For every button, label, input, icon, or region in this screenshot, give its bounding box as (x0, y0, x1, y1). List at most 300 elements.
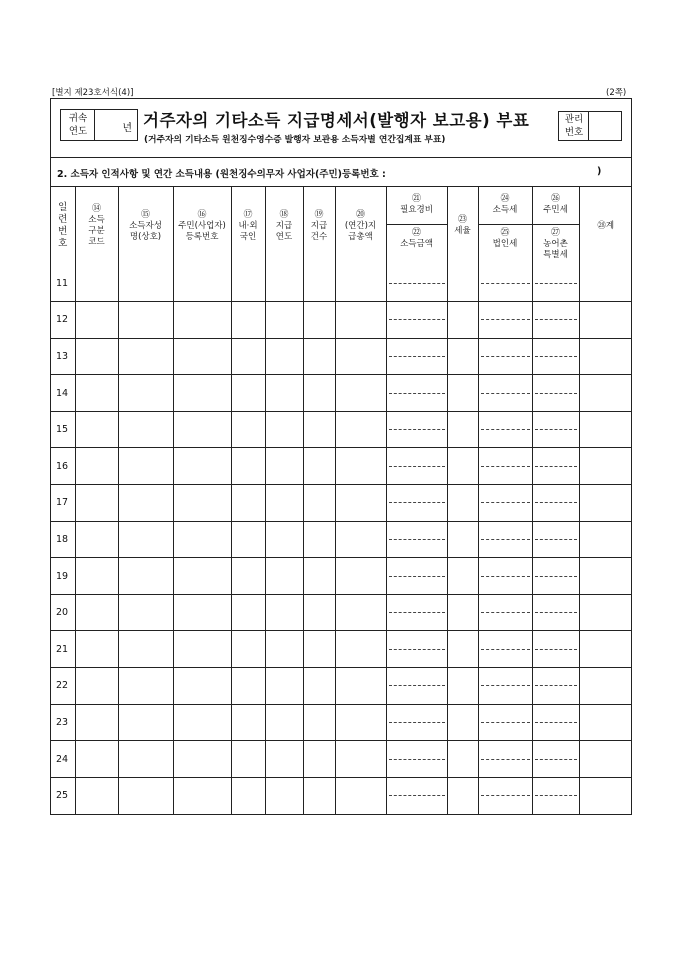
header-income-code (75, 187, 118, 265)
table-cell[interactable] (447, 265, 478, 302)
table-cell[interactable] (303, 668, 335, 705)
table-cell[interactable] (579, 302, 632, 339)
row-number: 17 (51, 485, 75, 522)
table-row (51, 631, 632, 668)
row-number: 13 (51, 338, 75, 375)
table-row (51, 302, 632, 339)
table-cell[interactable] (265, 375, 303, 412)
table-cell[interactable] (532, 338, 579, 375)
table-cell[interactable] (265, 631, 303, 668)
table-cell[interactable] (579, 704, 632, 741)
table-cell[interactable] (231, 704, 265, 741)
table-row (51, 521, 632, 558)
header-total-payment-mark: ⑳ (355, 209, 365, 220)
table-cell[interactable] (532, 594, 579, 631)
table-cell[interactable] (532, 558, 579, 595)
cell-divider (535, 649, 577, 650)
row-number: 23 (51, 704, 75, 741)
table-cell[interactable] (265, 521, 303, 558)
table-cell[interactable] (478, 265, 532, 302)
table-cell[interactable] (118, 338, 173, 375)
header-total-payment (335, 187, 386, 265)
table-cell[interactable] (231, 777, 265, 814)
header-registration-number-label: 주민(사업자)등록번호 (178, 220, 226, 242)
table-cell[interactable] (386, 411, 447, 448)
cell-divider (481, 539, 530, 540)
table-cell[interactable] (118, 448, 173, 485)
table-cell[interactable] (265, 485, 303, 522)
table-cell[interactable] (173, 558, 231, 595)
table-cell[interactable] (579, 741, 632, 778)
table-cell[interactable] (386, 448, 447, 485)
row-number: 19 (51, 558, 75, 595)
cell-divider (389, 722, 445, 723)
table-cell[interactable] (303, 265, 335, 302)
header-tax-rate-mark: ㉓ (457, 215, 467, 225)
table-cell[interactable] (386, 631, 447, 668)
header-income-tax-label: 소득세 (492, 205, 518, 215)
table-cell[interactable] (335, 704, 386, 741)
table-cell[interactable] (532, 375, 579, 412)
table-cell[interactable] (75, 302, 118, 339)
table-cell[interactable] (478, 558, 532, 595)
header-income-tax-top (479, 194, 532, 216)
cell-divider (389, 283, 445, 284)
header-payment-count (303, 187, 335, 265)
table-cell[interactable] (579, 411, 632, 448)
table-cell[interactable] (231, 741, 265, 778)
header-resident-tax-mark: ㉖ (550, 194, 560, 204)
attribution-year-label (64, 112, 92, 138)
table-cell[interactable] (231, 448, 265, 485)
table-cell[interactable] (265, 411, 303, 448)
table-cell[interactable] (447, 777, 478, 814)
table-row (51, 704, 632, 741)
header-income-tax-divider (479, 224, 532, 225)
header-payment-year-mark: ⑱ (279, 209, 289, 220)
table-cell[interactable] (173, 375, 231, 412)
table-cell[interactable] (231, 668, 265, 705)
table-cell[interactable] (231, 411, 265, 448)
row-number: 11 (51, 265, 75, 302)
table-cell[interactable] (579, 521, 632, 558)
table-cell[interactable] (386, 302, 447, 339)
cell-divider (535, 612, 577, 613)
table-cell[interactable] (118, 594, 173, 631)
table-cell[interactable] (386, 338, 447, 375)
table-cell[interactable] (335, 777, 386, 814)
cell-divider (389, 612, 445, 613)
cell-divider (535, 283, 577, 284)
mgmt-label-line1: 관리 (564, 114, 584, 125)
cell-divider (535, 393, 577, 394)
table-cell[interactable] (532, 631, 579, 668)
cell-divider (481, 429, 530, 430)
table-cell[interactable] (75, 631, 118, 668)
cell-divider (535, 429, 577, 430)
cell-divider (481, 612, 530, 613)
header-expense (387, 194, 447, 216)
section-heading (51, 158, 631, 187)
row-number: 25 (51, 777, 75, 814)
table-cell[interactable] (231, 375, 265, 412)
cell-divider (481, 393, 530, 394)
table-cell[interactable] (75, 521, 118, 558)
table-cell[interactable] (118, 485, 173, 522)
table-cell[interactable] (231, 485, 265, 522)
row-number: 14 (51, 375, 75, 412)
header-rural-tax-mark: ㉗ (550, 228, 560, 238)
table-cell[interactable] (173, 302, 231, 339)
table-cell[interactable] (75, 668, 118, 705)
table-cell[interactable] (303, 485, 335, 522)
cell-divider (481, 356, 530, 357)
table-cell[interactable] (265, 558, 303, 595)
table-cell[interactable] (478, 777, 532, 814)
header-expense-mark: ㉑ (411, 194, 421, 204)
table-cell[interactable] (265, 594, 303, 631)
table-cell[interactable] (478, 631, 532, 668)
table-cell[interactable] (386, 521, 447, 558)
table-cell[interactable] (173, 631, 231, 668)
management-number-box (558, 111, 622, 141)
cell-divider (389, 759, 445, 760)
year-label-line2: 연도 (68, 126, 88, 137)
mgmt-label-line2: 번호 (564, 127, 584, 138)
table-row (51, 338, 632, 375)
form-subtitle: (거주자의 기타소득 원천징수영수증 발행자 보관용 소득자별 연간집계표 부표) (144, 135, 446, 145)
cell-divider (481, 502, 530, 503)
table-cell[interactable] (579, 668, 632, 705)
row-number: 21 (51, 631, 75, 668)
table-cell[interactable] (579, 594, 632, 631)
table-cell[interactable] (579, 338, 632, 375)
row-number: 12 (51, 302, 75, 339)
table-cell[interactable] (231, 521, 265, 558)
table-cell[interactable] (335, 302, 386, 339)
header-corporate-tax-mark: ㉕ (500, 228, 510, 238)
table-cell[interactable] (478, 704, 532, 741)
table-cell[interactable] (579, 777, 632, 814)
header-total: ㉘계 (579, 187, 632, 265)
table-row (51, 411, 632, 448)
header-corporate-tax (479, 228, 532, 250)
table-cell[interactable] (447, 302, 478, 339)
table-cell[interactable] (173, 411, 231, 448)
table-cell[interactable] (173, 777, 231, 814)
cell-divider (389, 319, 445, 320)
header-nationality-mark: ⑰ (243, 209, 253, 220)
table-cell[interactable] (579, 375, 632, 412)
table-cell[interactable] (75, 375, 118, 412)
header-resident-tax-label: 주민세 (543, 205, 568, 215)
table-cell[interactable] (265, 302, 303, 339)
table-cell[interactable] (173, 704, 231, 741)
table-cell[interactable] (118, 375, 173, 412)
cell-divider (389, 466, 445, 467)
table-cell[interactable] (532, 485, 579, 522)
header-expense-income (386, 187, 447, 265)
table-cell[interactable] (118, 741, 173, 778)
table-cell[interactable] (335, 448, 386, 485)
header-income-code-mark: ⑭ (91, 204, 101, 214)
table-cell[interactable] (335, 338, 386, 375)
table-cell[interactable] (447, 594, 478, 631)
table-cell[interactable] (532, 777, 579, 814)
table-cell[interactable] (265, 668, 303, 705)
table-cell[interactable] (447, 668, 478, 705)
table-cell[interactable] (231, 558, 265, 595)
table-cell[interactable] (579, 631, 632, 668)
header-serial: 일련번호 (51, 187, 75, 265)
table-cell[interactable] (265, 741, 303, 778)
table-cell[interactable] (303, 338, 335, 375)
header-recipient-name-label: 소득자성명(상호) (129, 220, 162, 242)
table-cell[interactable] (386, 594, 447, 631)
table-cell[interactable] (478, 521, 532, 558)
table-cell[interactable] (75, 777, 118, 814)
table-cell[interactable] (303, 777, 335, 814)
cell-divider (389, 393, 445, 394)
cell-divider (535, 502, 577, 503)
row-number: 22 (51, 668, 75, 705)
table-cell[interactable] (231, 594, 265, 631)
table-cell[interactable] (532, 741, 579, 778)
table-cell[interactable] (118, 668, 173, 705)
table-cell[interactable] (532, 704, 579, 741)
cell-divider (535, 539, 577, 540)
table-cell[interactable] (386, 741, 447, 778)
table-cell[interactable] (75, 594, 118, 631)
table-cell[interactable] (118, 302, 173, 339)
table-cell[interactable] (118, 558, 173, 595)
table-cell[interactable] (118, 521, 173, 558)
header-nationality (231, 187, 265, 265)
table-row (51, 265, 632, 302)
table-cell[interactable] (386, 558, 447, 595)
table-cell[interactable] (532, 668, 579, 705)
table-cell[interactable] (447, 448, 478, 485)
table-cell[interactable] (447, 375, 478, 412)
section-title: 2. 소득자 인적사항 및 연간 소득내용 (원천징수의무자 사업자(주민)등록번호 : (57, 169, 386, 180)
table-cell[interactable] (447, 558, 478, 595)
table-cell[interactable] (303, 375, 335, 412)
table-cell[interactable] (75, 741, 118, 778)
header-rural-tax (533, 228, 579, 261)
table-cell[interactable] (478, 338, 532, 375)
table-cell[interactable] (265, 704, 303, 741)
table-cell[interactable] (478, 375, 532, 412)
table-cell[interactable] (303, 631, 335, 668)
table-cell[interactable] (231, 338, 265, 375)
cell-divider (535, 759, 577, 760)
table-cell[interactable] (447, 485, 478, 522)
table-cell[interactable] (335, 558, 386, 595)
row-number: 16 (51, 448, 75, 485)
cell-divider (481, 722, 530, 723)
row-number: 20 (51, 594, 75, 631)
cell-divider (481, 283, 530, 284)
table-cell[interactable] (386, 375, 447, 412)
table-cell[interactable] (532, 411, 579, 448)
table-cell[interactable] (173, 741, 231, 778)
cell-divider (389, 795, 445, 796)
year-label-line1: 귀속 (68, 113, 88, 124)
header-income-amount-label: 소득금액 (400, 239, 433, 249)
row-number: 24 (51, 741, 75, 778)
cell-divider (481, 685, 530, 686)
cell-divider (535, 722, 577, 723)
table-row (51, 448, 632, 485)
table-cell[interactable] (532, 265, 579, 302)
table-cell[interactable] (303, 448, 335, 485)
table-cell[interactable] (265, 338, 303, 375)
header-income-amount (387, 228, 447, 250)
table-cell[interactable] (75, 338, 118, 375)
header-income-tax-mark: ㉔ (500, 194, 510, 204)
table-row (51, 777, 632, 814)
table-cell[interactable] (173, 485, 231, 522)
table-cell[interactable] (447, 704, 478, 741)
cell-divider (481, 759, 530, 760)
table-cell[interactable] (335, 741, 386, 778)
table-cell[interactable] (303, 704, 335, 741)
table-cell[interactable] (118, 631, 173, 668)
table-cell[interactable] (303, 302, 335, 339)
header-expense-label: 필요경비 (400, 205, 433, 215)
table-cell[interactable] (303, 741, 335, 778)
income-table (51, 187, 632, 814)
table-cell[interactable] (532, 302, 579, 339)
table-cell[interactable] (478, 448, 532, 485)
table-cell[interactable] (335, 594, 386, 631)
table-cell[interactable] (335, 411, 386, 448)
table-cell[interactable] (173, 265, 231, 302)
cell-divider (535, 356, 577, 357)
table-cell[interactable] (579, 448, 632, 485)
table-cell[interactable] (118, 777, 173, 814)
management-number-label (561, 113, 587, 139)
header-recipient-name (118, 187, 173, 265)
table-cell[interactable] (173, 338, 231, 375)
table-cell[interactable] (478, 411, 532, 448)
table-cell[interactable] (75, 411, 118, 448)
form-frame (50, 98, 632, 815)
cell-divider (535, 685, 577, 686)
table-cell[interactable] (335, 265, 386, 302)
table-cell[interactable] (386, 704, 447, 741)
table-cell[interactable] (173, 448, 231, 485)
table-cell[interactable] (335, 521, 386, 558)
table-row (51, 668, 632, 705)
table-cell[interactable] (173, 521, 231, 558)
table-cell[interactable] (173, 668, 231, 705)
table-cell[interactable] (335, 375, 386, 412)
table-cell[interactable] (75, 558, 118, 595)
table-cell[interactable] (265, 777, 303, 814)
table-row (51, 594, 632, 631)
cell-divider (481, 576, 530, 577)
table-cell[interactable] (118, 704, 173, 741)
table-cell[interactable] (118, 411, 173, 448)
cell-divider (389, 502, 445, 503)
table-cell[interactable] (478, 485, 532, 522)
attribution-year-box (60, 109, 138, 141)
year-box-divider (94, 110, 95, 140)
cell-divider (389, 576, 445, 577)
header-corporate-tax-label: 법인세 (492, 239, 518, 249)
table-cell[interactable] (118, 265, 173, 302)
table-cell[interactable] (386, 668, 447, 705)
table-row (51, 741, 632, 778)
row-number: 18 (51, 521, 75, 558)
table-cell[interactable] (386, 777, 447, 814)
table-cell[interactable] (335, 631, 386, 668)
table-cell[interactable] (231, 265, 265, 302)
header-payment-year (265, 187, 303, 265)
cell-divider (535, 795, 577, 796)
table-cell[interactable] (447, 521, 478, 558)
cell-divider (535, 319, 577, 320)
form-title: 거주자의 기타소득 지급명세서(발행자 보고용) 부표 (143, 111, 530, 130)
header-income-amount-mark: ㉒ (411, 228, 421, 238)
header-payment-count-mark: ⑲ (314, 209, 324, 220)
table-cell[interactable] (173, 594, 231, 631)
table-cell[interactable] (386, 265, 447, 302)
header-nationality-label: 내·외국인 (238, 220, 258, 242)
cell-divider (389, 429, 445, 430)
header-expense-divider (387, 224, 447, 225)
table-cell[interactable] (532, 521, 579, 558)
table-cell[interactable] (579, 558, 632, 595)
table-cell[interactable] (75, 704, 118, 741)
table-cell[interactable] (231, 302, 265, 339)
table-cell[interactable] (478, 302, 532, 339)
table-cell[interactable] (231, 631, 265, 668)
table-cell[interactable] (265, 448, 303, 485)
table-row (51, 558, 632, 595)
table-cell[interactable] (532, 448, 579, 485)
table-cell[interactable] (447, 338, 478, 375)
table-cell[interactable] (303, 521, 335, 558)
table-cell[interactable] (447, 411, 478, 448)
table-cell[interactable] (265, 265, 303, 302)
table-row (51, 485, 632, 522)
row-number: 15 (51, 411, 75, 448)
header-resident-tax (532, 187, 579, 265)
table-cell[interactable] (579, 485, 632, 522)
table-cell[interactable] (75, 448, 118, 485)
table-cell[interactable] (75, 485, 118, 522)
table-cell[interactable] (447, 741, 478, 778)
table-cell[interactable] (335, 485, 386, 522)
table-cell[interactable] (335, 668, 386, 705)
page-number: (2쪽) (606, 88, 627, 98)
mgmt-box-divider (588, 112, 589, 140)
table-cell[interactable] (478, 741, 532, 778)
cell-divider (481, 649, 530, 650)
table-cell[interactable] (303, 594, 335, 631)
table-cell[interactable] (478, 668, 532, 705)
table-cell[interactable] (386, 485, 447, 522)
table-cell[interactable] (447, 631, 478, 668)
table-cell[interactable] (579, 265, 632, 302)
cell-divider (389, 649, 445, 650)
table-cell[interactable] (75, 265, 118, 302)
table-cell[interactable] (303, 411, 335, 448)
table-cell[interactable] (303, 558, 335, 595)
table-cell[interactable] (478, 594, 532, 631)
